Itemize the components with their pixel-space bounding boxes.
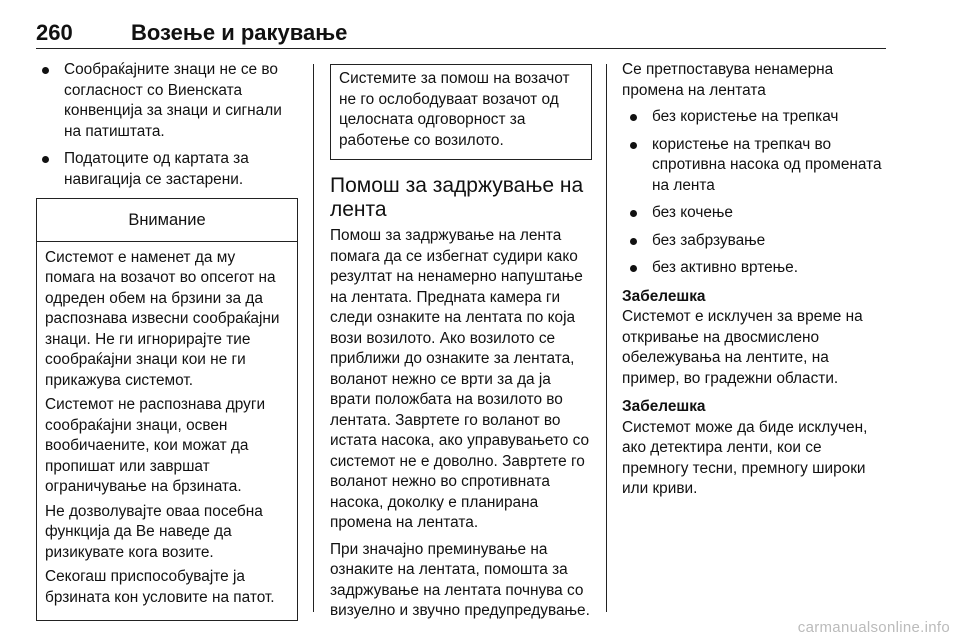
bullet-icon (630, 210, 637, 217)
bullet-icon (630, 265, 637, 272)
intro-paragraph: Се претпоставува ненамерна промена на лентата (622, 61, 834, 99)
column-divider-2 (606, 64, 607, 612)
warning-paragraph: Секогаш приспособувајте ја брзината кон условите на патот. (45, 568, 275, 606)
page-header (36, 20, 886, 50)
bullet-icon (42, 156, 49, 163)
warning-paragraph: Не дозволувајте оваа посебна функција да Ве наведе да ризикувате кога возите. (45, 502, 263, 561)
bullet-icon (630, 114, 637, 121)
watermark: carmanualsonline.info (797, 619, 950, 636)
section-title: Помош за задржување на лента (330, 174, 584, 221)
list-item: Сообраќајните знаци не се во согласност со Виенската конвенција за знаци и сигнали на патиштата. (36, 60, 298, 142)
column-2 (330, 60, 592, 628)
info-text: Системите за помош на возачот не го ослободуваат возачот од целосната одговорност за работење со возилото. (339, 70, 570, 149)
warning-paragraph: Системот не распознава други сообраќајни знаци, освен вообичаените, кои можат да пропишат или завршат ограничувањe на брзината. (45, 396, 266, 495)
condition-list (36, 60, 298, 190)
note (622, 287, 888, 390)
note-text: Системот е исклучен за време на откривање на двосмислено обележувања на лентите, на пример, во градежни области. (622, 308, 863, 387)
body-paragraph: При значајно преминување на ознаките на лентата, помошта за задржување на лентата почнува со визуелно и звучно предупредување. (330, 540, 590, 619)
list-item: Податоците од картата за навигација се застарени. (36, 149, 298, 190)
warning-heading: Внимание (37, 199, 297, 242)
list-item: користење на трепкач во спротивна насока од промената на лента (624, 135, 888, 197)
page-number: 260 (36, 20, 73, 45)
note (622, 397, 888, 500)
bullet-icon (42, 67, 49, 74)
list-item: без забрзување (624, 231, 888, 252)
header-rule (36, 48, 886, 49)
note-heading: Забелешка (622, 287, 706, 305)
column-3 (622, 60, 888, 500)
info-box (330, 64, 592, 160)
warning-box (36, 198, 298, 621)
column-divider-1 (313, 64, 314, 612)
lane-change-conditions (624, 107, 888, 279)
list-item: без активно вртење. (624, 258, 888, 279)
warning-body (37, 242, 297, 621)
list-item: без користење на трепкач (624, 107, 888, 128)
body-paragraph: Помош за задржување на лента помага да се избегнат судири како резултат на ненамерно напуштање на лентата. Предната камера ги следи ознаките на лентата по која вози возилото. Ако возилото се приближи до ознаките за лентата, воланот нежно се врти за да ја врати положбата на возилото во лентата. Завртете го воланот во истата насока, ако управувањето со системот не е доволно. Завртете го воланот нежно во спротивната насока, доколку е планирана промена на лентата. (330, 227, 590, 531)
list-item: без кочење (624, 203, 888, 224)
column-1 (36, 60, 298, 621)
note-text: Системот може да биде исклучен, ако детектира ленти, кои се премногу тесни, премногу широки или криви. (622, 418, 868, 497)
bullet-icon (630, 238, 637, 245)
warning-paragraph: Системот е наменет да му помага на возачот во опсегот на одреден обем на брзини за да распознава извесни сообраќајни знаци. Не ги игнорирајте тие сообраќајни знаци кои не ги прикажува системот. (45, 248, 280, 389)
page-title: Возење и ракување (131, 20, 348, 45)
bullet-icon (630, 142, 637, 149)
note-heading: Забелешка (622, 398, 706, 415)
